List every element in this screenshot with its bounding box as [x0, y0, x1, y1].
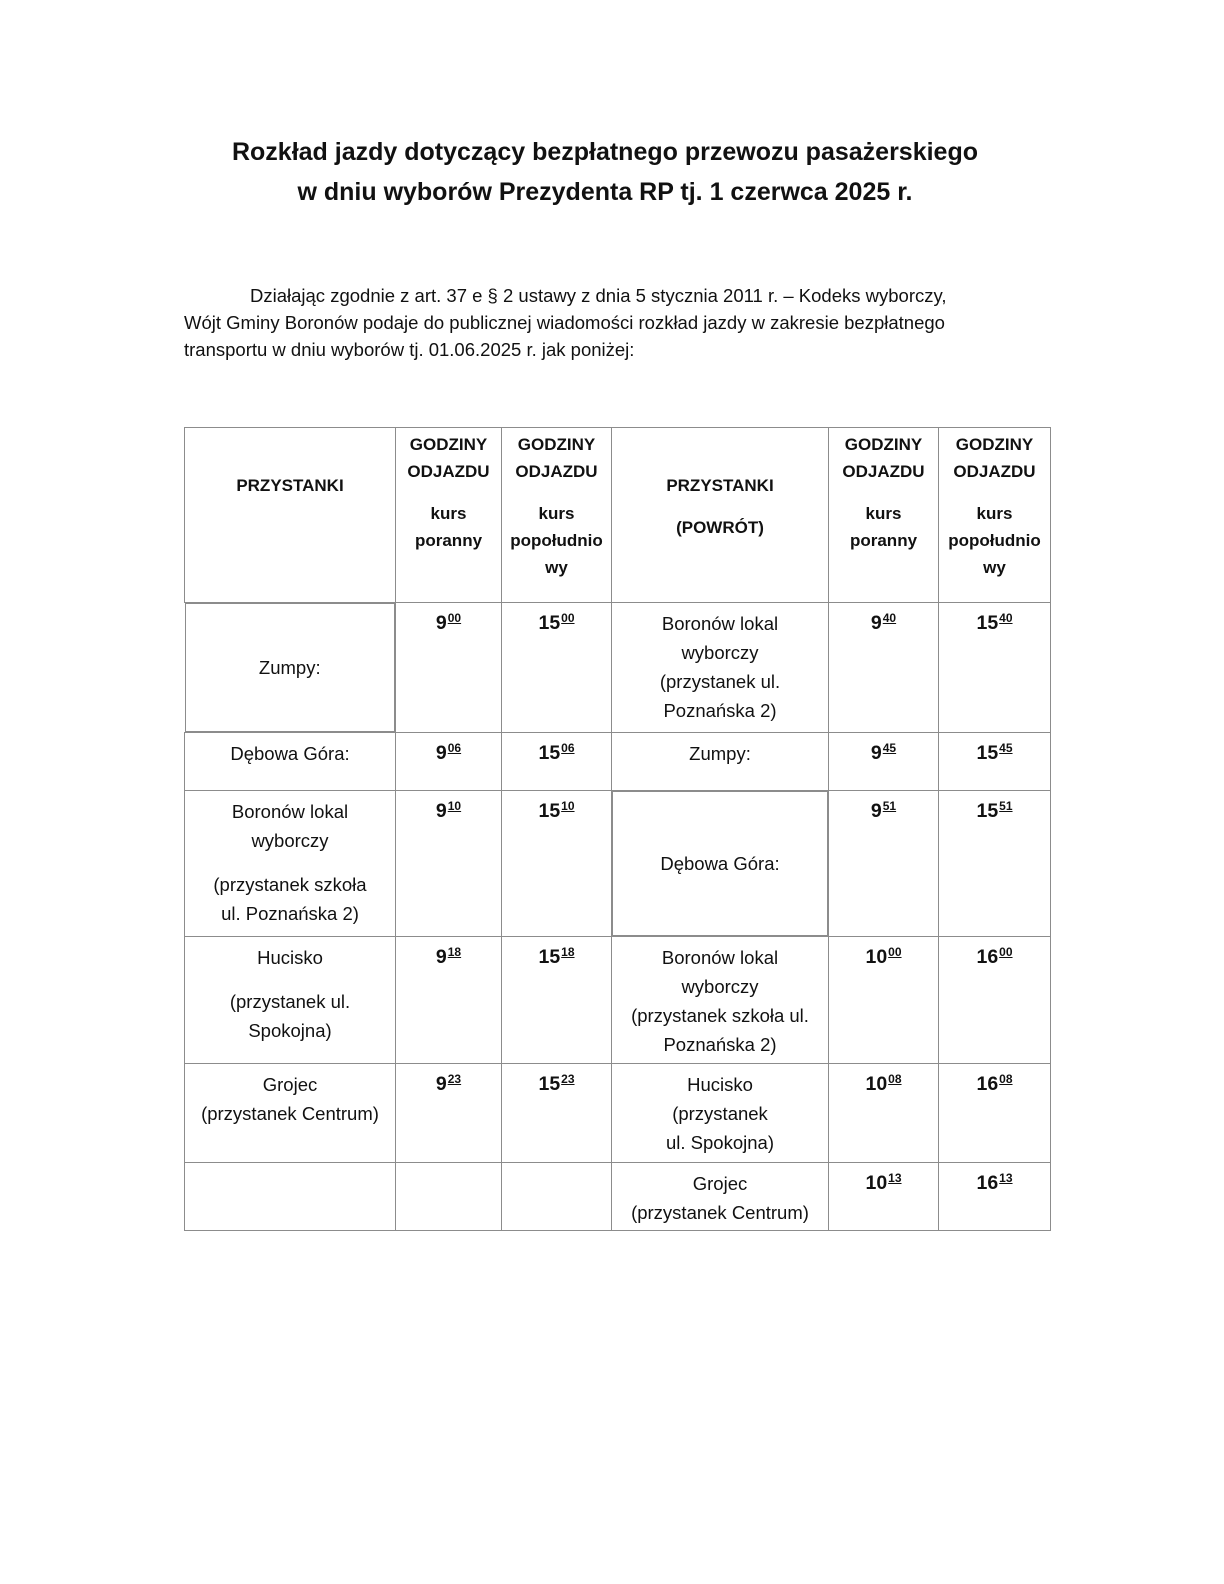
intro-paragraph [184, 282, 1044, 363]
return-stop-line: Boronów lokal [661, 613, 779, 634]
departure-time: $9^{10}$ [435, 799, 462, 822]
time-cell-empty [502, 1163, 612, 1231]
stop-line: (przystanek Centrum) [201, 1103, 379, 1124]
time-cell [396, 1064, 502, 1163]
stop-cell [185, 733, 396, 791]
header-poranny: poranny [849, 531, 918, 550]
return-time: $10^{00}$ [865, 945, 902, 968]
time-cell [829, 791, 939, 937]
return-stop-line: Boronów lokal [661, 947, 779, 968]
document-title [0, 132, 1210, 212]
return-time: $15^{40}$ [976, 611, 1013, 634]
return-time: $15^{45}$ [976, 741, 1013, 764]
intro-line-3: transportu w dniu wyborów tj. 01.06.2025 r. jak poniżej: [184, 339, 635, 360]
time-cell [502, 791, 612, 937]
stop-name: Zumpy: [258, 657, 321, 678]
time-cell [502, 937, 612, 1064]
time-cell [396, 733, 502, 791]
header-wy: wy [983, 558, 1006, 577]
header-departure-morning [396, 428, 502, 603]
header-wy: wy [545, 558, 568, 577]
header-powrot-label: (POWRÓT) [676, 518, 764, 537]
return-time: $15^{51}$ [976, 799, 1013, 822]
table-row [185, 1163, 1051, 1231]
return-time: $10^{08}$ [865, 1072, 902, 1095]
departure-time: $15^{00}$ [538, 611, 575, 634]
return-time: $16^{00}$ [976, 945, 1013, 968]
stop-name: Dębowa Góra: [230, 743, 350, 764]
header-przystanki [185, 428, 396, 603]
time-cell [502, 733, 612, 791]
return-time: $10^{13}$ [865, 1171, 902, 1194]
time-cell [396, 791, 502, 937]
table-row [185, 937, 1051, 1064]
stop-line: ul. Poznańska 2) [221, 903, 359, 924]
header-godziny: GODZINY [409, 435, 488, 454]
header-kurs: kurs [538, 504, 575, 523]
return-stop-line: (przystanek Centrum) [631, 1202, 809, 1223]
intro-line-2: Wójt Gminy Boronów podaje do publicznej wiadomości rozkład jazdy w zakresie bezpłatnego [184, 312, 945, 333]
time-cell [829, 937, 939, 1064]
header-odjazdu: ODJAZDU [515, 462, 598, 481]
intro-line-1: Działając zgodnie z art. 37 e § 2 ustawy z dnia 5 stycznia 2011 r. – Kodeks wyborczy, [250, 285, 947, 306]
table-row [185, 1064, 1051, 1163]
departure-time: $15^{23}$ [538, 1072, 575, 1095]
schedule-table [184, 427, 1051, 1231]
return-stop-cell [612, 733, 829, 791]
return-stop-line: wyborczy [681, 642, 759, 663]
time-cell [829, 1163, 939, 1231]
time-cell [829, 1064, 939, 1163]
return-stop-cell [612, 603, 829, 733]
return-stop-cell [612, 791, 828, 936]
departure-time: $9^{00}$ [435, 611, 462, 634]
header-odjazdu: ODJAZDU [842, 462, 925, 481]
header-kurs: kurs [865, 504, 902, 523]
header-kurs: kurs [430, 504, 467, 523]
return-time: $9^{45}$ [870, 741, 897, 764]
header-odjazdu: ODJAZDU [953, 462, 1036, 481]
header-poranny: poranny [414, 531, 483, 550]
departure-time: $9^{06}$ [435, 741, 462, 764]
return-stop-line: ul. Spokojna) [666, 1132, 774, 1153]
stop-line: (przystanek ul. [229, 991, 351, 1012]
time-cell [829, 733, 939, 791]
return-stop-line: Zumpy: [689, 743, 751, 764]
stop-line: (przystanek szkoła [213, 874, 367, 895]
return-stop-line: wyborczy [681, 976, 759, 997]
departure-time: $15^{10}$ [538, 799, 575, 822]
time-cell [939, 1064, 1051, 1163]
header-godziny: GODZINY [844, 435, 923, 454]
time-cell [829, 603, 939, 733]
stop-line: wyborczy [251, 830, 329, 851]
header-return-afternoon [939, 428, 1051, 603]
return-stop-line: Hucisko [687, 1074, 753, 1095]
stop-line: Grojec [262, 1074, 318, 1095]
time-cell [939, 733, 1051, 791]
return-stop-line: (przystanek [672, 1103, 768, 1124]
time-cell [939, 1163, 1051, 1231]
return-stop-line: (przystanek ul. [659, 671, 781, 692]
return-time: $9^{51}$ [870, 799, 897, 822]
return-time: $9^{40}$ [870, 611, 897, 634]
return-stop-line: (przystanek szkoła ul. [631, 1005, 809, 1026]
return-time: $16^{08}$ [976, 1072, 1013, 1095]
departure-time: $15^{06}$ [538, 741, 575, 764]
return-stop-cell [612, 937, 829, 1064]
return-stop-cell [612, 1064, 829, 1163]
stop-line: Hucisko [257, 947, 323, 968]
departure-time: $9^{23}$ [435, 1072, 462, 1095]
header-przystanki-label: PRZYSTANKI [236, 476, 344, 495]
return-stop-cell [612, 1163, 829, 1231]
time-cell [502, 603, 612, 733]
return-stop-line: Dębowa Góra: [660, 853, 780, 874]
header-departure-afternoon [502, 428, 612, 603]
table-row [185, 733, 1051, 791]
departure-time: $9^{18}$ [435, 945, 462, 968]
stop-line: Spokojna) [248, 1020, 332, 1041]
stop-cell [185, 791, 396, 937]
title-line-2: w dniu wyborów Prezydenta RP tj. 1 czerwca 2025 r. [297, 178, 913, 206]
table-row [185, 791, 1051, 937]
time-cell [939, 791, 1051, 937]
header-godziny: GODZINY [955, 435, 1034, 454]
time-cell-empty [396, 1163, 502, 1231]
title-line-1: Rozkład jazdy dotyczący bezpłatnego przewozu pasażerskiego [231, 138, 979, 166]
departure-time: $15^{18}$ [538, 945, 575, 968]
header-popoludnio: popołudnio [948, 531, 1041, 550]
time-cell [396, 937, 502, 1064]
return-time: $16^{13}$ [976, 1171, 1013, 1194]
stop-cell-empty [185, 1163, 396, 1231]
time-cell [502, 1064, 612, 1163]
stop-cell [185, 937, 396, 1064]
header-godziny: GODZINY [517, 435, 596, 454]
header-return-morning [829, 428, 939, 603]
return-stop-line: Grojec [692, 1173, 748, 1194]
header-przystanki-powrot [612, 428, 829, 603]
stop-cell [185, 603, 396, 732]
header-odjazdu: ODJAZDU [407, 462, 490, 481]
header-kurs: kurs [976, 504, 1013, 523]
stop-line: Boronów lokal [231, 801, 349, 822]
time-cell [396, 603, 502, 733]
stop-cell [185, 1064, 396, 1163]
table-row [185, 603, 1051, 733]
header-popoludnio: popołudnio [510, 531, 603, 550]
time-cell [939, 937, 1051, 1064]
table-header-row [185, 428, 1051, 603]
return-stop-line: Poznańska 2) [663, 700, 777, 721]
return-stop-line: Poznańska 2) [663, 1034, 777, 1055]
time-cell [939, 603, 1051, 733]
header-przystanki-label: PRZYSTANKI [666, 476, 774, 495]
